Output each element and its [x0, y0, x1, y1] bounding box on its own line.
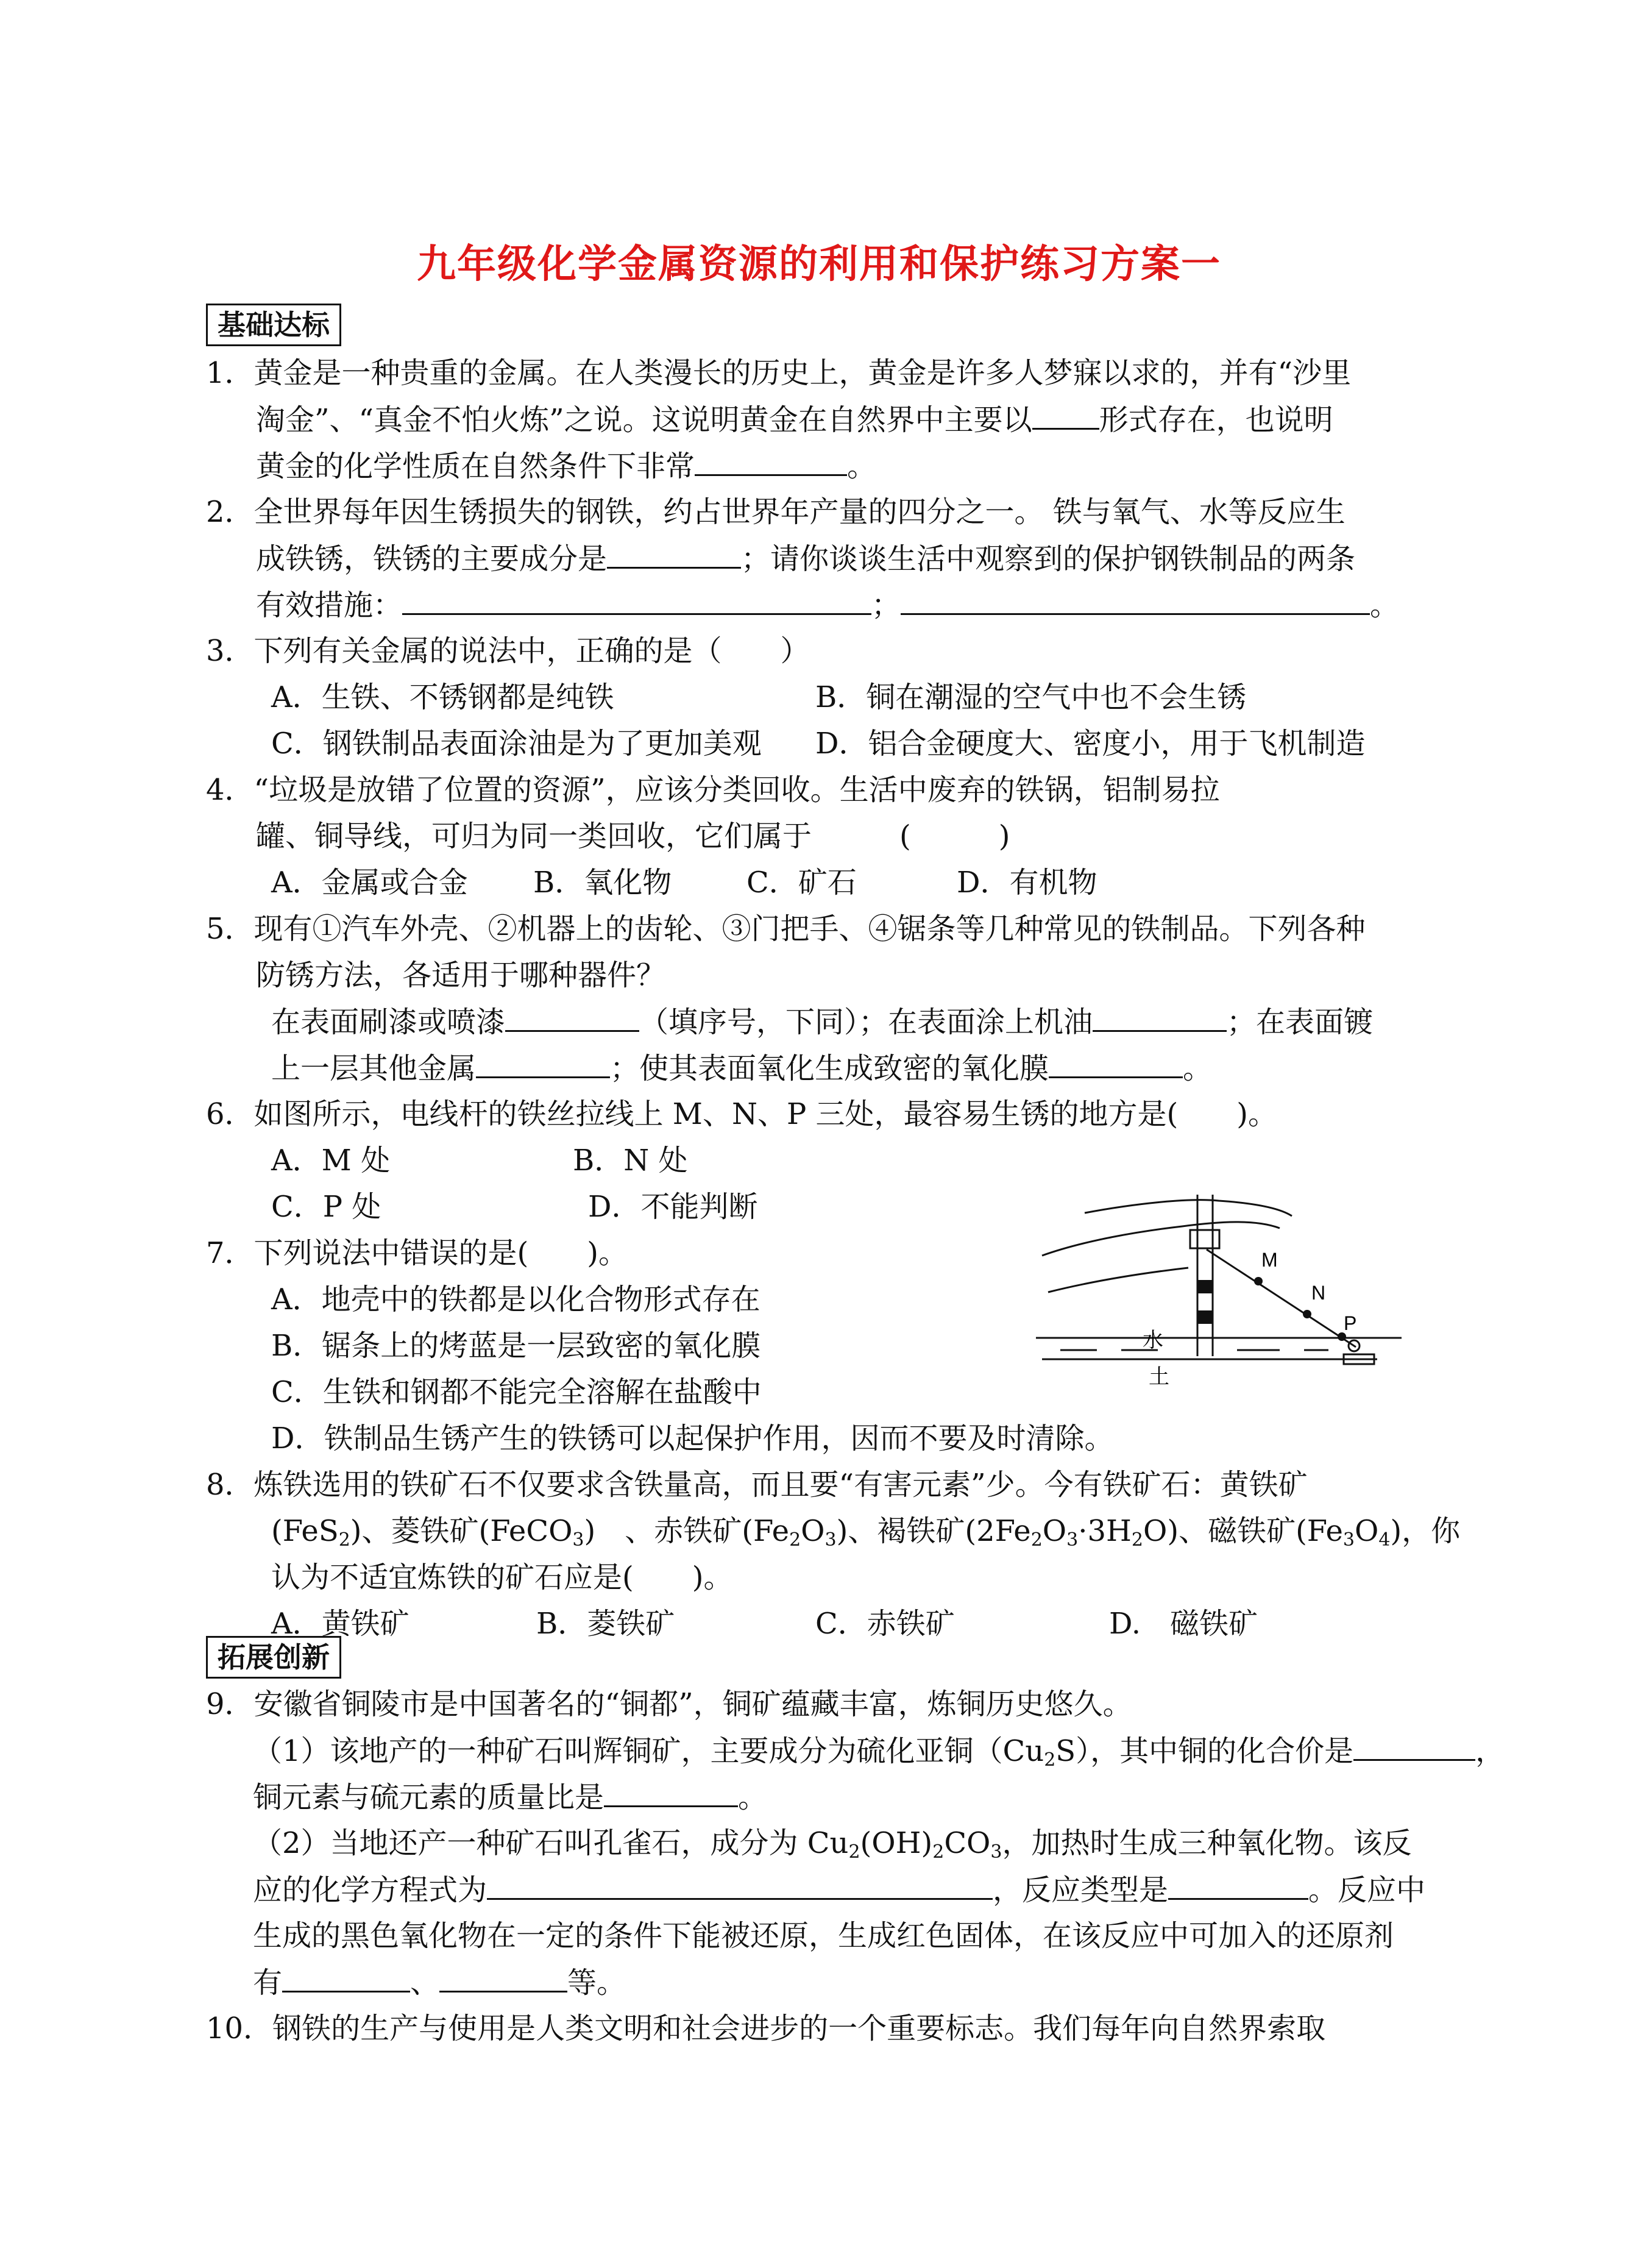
q7-stem: 7．下列说法中错误的是( )。 — [206, 1236, 628, 1270]
pole-band — [1198, 1280, 1212, 1293]
q4-option-b[interactable]: B．氧化物 — [533, 866, 672, 900]
label-soil: 土 — [1149, 1365, 1169, 1389]
q9-text: 。 — [738, 1780, 768, 1815]
q4-line-1: 4．“垃圾是放错了位置的资源”，应该分类回收。生活中废弃的铁锅，铝制易拉 — [206, 773, 1220, 807]
q9-line-3 — [253, 1779, 767, 1816]
q7-option-c[interactable]: C．生铁和钢都不能完全溶解在盐酸中 — [271, 1375, 762, 1409]
q9-line-6: 生成的黑色氧化物在一定的条件下能被还原，生成红色固体，在该反应中可加入的还原剂 — [253, 1919, 1394, 1953]
q6-option-b[interactable]: B．N 处 — [573, 1143, 688, 1178]
q8-option-c[interactable]: C．赤铁矿 — [815, 1607, 955, 1641]
q8-option-d[interactable]: D. 磁铁矿 — [1109, 1607, 1258, 1641]
q5-blank-paint[interactable] — [505, 1003, 639, 1032]
q9-text: （2）当地还产一种矿石叫孔雀石，成分为 Cu — [253, 1826, 849, 1860]
q2-text: 成铁锈，铁锈的主要成分是 — [256, 542, 608, 576]
q9-text: ，加热时生成三种氧化物。该反 — [1002, 1826, 1412, 1860]
section-extend-label: 拓展创新 — [206, 1636, 341, 1679]
guy-wire — [1207, 1250, 1356, 1347]
q4-line-2: 罐、铜导线，可归为同一类回收，它们属于 ( ) — [256, 819, 1010, 853]
q2-text: ；请你谈谈生活中观察到的保护钢铁制品的两条 — [741, 542, 1356, 576]
q3-option-c[interactable]: C．钢铁制品表面涂油是为了更加美观 — [271, 727, 762, 761]
q9-blank-reaction-type[interactable] — [1168, 1871, 1308, 1900]
q8-option-a[interactable]: A．黄铁矿 — [271, 1607, 410, 1641]
q9-line-2 — [253, 1732, 1505, 1779]
q3-option-d[interactable]: D．铝合金硬度大、密度小，用于飞机制造 — [815, 727, 1366, 761]
q9-subscript: 2 — [848, 1841, 860, 1863]
label-water: 水 — [1143, 1328, 1163, 1353]
label-n: N — [1311, 1282, 1326, 1304]
q1-text: 黄金的化学性质在自然条件下非常 — [256, 449, 695, 483]
q9-blank-equation[interactable] — [487, 1871, 993, 1900]
q2-blank-measure-1[interactable] — [402, 586, 871, 615]
q9-text: ， — [1475, 1734, 1505, 1768]
q5-blank-oxide-film[interactable] — [1049, 1050, 1183, 1078]
q5-text: （填序号，下同）；在表面涂上机油 — [639, 1005, 1093, 1039]
wire-curve-top — [1085, 1200, 1292, 1216]
label-p: P — [1344, 1312, 1357, 1334]
q1-blank-property[interactable] — [695, 447, 847, 476]
q9-blank-reducer-2[interactable] — [439, 1964, 567, 1992]
q2-text: 有效措施： — [256, 588, 403, 622]
wire-curve-low — [1048, 1268, 1188, 1292]
q9-text: 应的化学方程式为 — [253, 1873, 488, 1907]
q4-option-a[interactable]: A．金属或合金 — [271, 866, 468, 900]
q9-text: 有 — [253, 1966, 283, 2000]
q1-text: 。 — [847, 449, 877, 483]
q1-line-2 — [256, 401, 1333, 438]
q3-option-a[interactable]: A．生铁、不锈钢都是纯铁 — [271, 680, 614, 714]
q7-option-a[interactable]: A．地壳中的铁都是以化合物形式存在 — [271, 1282, 760, 1317]
q9-subscript: 2 — [1044, 1749, 1056, 1771]
section-basic-label: 基础达标 — [206, 304, 341, 346]
label-m: M — [1261, 1249, 1278, 1271]
pole-crossarm — [1190, 1230, 1219, 1248]
q1-line-1: 1．黄金是一种贵重的金属。在人类漫长的历史上，黄金是许多人梦寐以求的，并有“沙里 — [206, 356, 1352, 390]
q5-line-4 — [271, 1050, 1212, 1087]
q9-line-7 — [253, 1964, 626, 2001]
q2-blank-measure-2[interactable] — [901, 586, 1370, 615]
q9-blank-mass-ratio[interactable] — [604, 1779, 738, 1807]
q9-line-5 — [253, 1871, 1425, 1908]
q6-stem: 6．如图所示，电线杆的铁丝拉线上 M、N、P 三处，最容易生锈的地方是( )。 — [206, 1097, 1277, 1131]
q2-line-2 — [256, 540, 1355, 577]
q5-blank-oil[interactable] — [1093, 1003, 1227, 1032]
q8-option-b[interactable]: B．菱铁矿 — [536, 1607, 675, 1641]
q9-text: (OH) — [860, 1826, 933, 1860]
q2-line-1: 2．全世界每年因生锈损失的钢铁，约占世界年产量的四分之一。 铁与氧气、水等反应生 — [206, 495, 1346, 529]
q5-text: ；在表面镀 — [1227, 1005, 1374, 1039]
q3-option-b[interactable]: B．铜在潮湿的空气中也不会生锈 — [815, 680, 1247, 714]
q7-option-d[interactable]: D．铁制品生锈产生的铁锈可以起保护作用，因而不要及时清除。 — [271, 1421, 1114, 1456]
q6-option-c[interactable]: C．P 处 — [271, 1190, 381, 1224]
q9-blank-reducer-1[interactable] — [282, 1964, 410, 1992]
q6-option-d[interactable]: D．不能判断 — [588, 1190, 758, 1224]
pole-band — [1198, 1310, 1212, 1324]
q5-text: 。 — [1183, 1051, 1213, 1086]
q9-blank-valence[interactable] — [1353, 1732, 1475, 1761]
q9-text: 等。 — [567, 1966, 626, 2000]
q2-line-3 — [256, 586, 1399, 624]
q5-text: 上一层其他金属 — [271, 1051, 477, 1086]
q5-line-3 — [271, 1003, 1373, 1040]
q3-stem: 3．下列有关金属的说法中，正确的是（ ） — [206, 634, 810, 668]
q2-blank-rust-component[interactable] — [607, 540, 741, 569]
q9-line-4 — [253, 1825, 1412, 1871]
q10-line-1: 10．钢铁的生产与使用是人类文明和社会进步的一个重要标志。我们每年向自然界索取 — [206, 2011, 1326, 2046]
q8-line-2: (FeS$_2$)、菱铁矿(FeCO$_3$) 、赤铁矿$(Fe_2O_3)$、褐铁矿$(2Fe_2O_3\cdot 3H_2O)$、磁铁矿$(Fe_3O_4)$，你 — [271, 1514, 1461, 1551]
q5-blank-plating[interactable] — [476, 1050, 610, 1078]
q9-subscript: 3 — [990, 1841, 1002, 1863]
q9-text: CO — [944, 1826, 991, 1860]
q9-text: ，反应类型是 — [993, 1873, 1169, 1907]
q9-text: （1）该地产的一种矿石叫辉铜矿，主要成分为硫化亚铜（Cu — [253, 1734, 1044, 1768]
figure-lines — [1036, 1195, 1402, 1364]
q5-text: ；使其表面氧化生成致密的氧化膜 — [610, 1051, 1049, 1086]
q9-line-1: 9．安徽省铜陵市是中国著名的“铜都”，铜矿蕴藏丰富，炼铜历史悠久。 — [206, 1687, 1132, 1721]
q2-text: ； — [871, 588, 901, 622]
q8-line-1: 8．炼铁选用的铁矿石不仅要求含铁量高，而且要“有害元素”少。今有铁矿石：黄铁矿 — [206, 1468, 1308, 1502]
q4-option-c[interactable]: C．矿石 — [746, 866, 857, 900]
q9-text: 铜元素与硫元素的质量比是 — [253, 1780, 604, 1815]
q9-text: S），其中铜的化合价是 — [1055, 1734, 1354, 1768]
q1-line-3 — [256, 447, 876, 485]
q8-line-3: 认为不适宜炼铁的矿石应是( )。 — [271, 1560, 733, 1594]
q1-text: 淘金”、“真金不怕火炼”之说。这说明黄金在自然界中主要以 — [256, 403, 1032, 437]
q7-option-b[interactable]: B．锯条上的烤蓝是一层致密的氧化膜 — [271, 1329, 761, 1363]
utility-pole-figure — [1036, 1195, 1402, 1390]
point-n-dot — [1303, 1310, 1311, 1318]
page-title: 九年级化学金属资源的利用和保护练习方案一 — [417, 241, 1221, 287]
q5-line-2: 防锈方法，各适用于哪种器件？ — [256, 958, 666, 992]
q1-blank-form[interactable] — [1032, 401, 1099, 430]
q4-option-d[interactable]: D．有机物 — [957, 866, 1097, 900]
q5-text: 在表面刷漆或喷漆 — [271, 1005, 506, 1039]
wire-curve-middle — [1042, 1222, 1280, 1256]
q9-text: 、 — [410, 1966, 440, 2000]
q9-subscript: 2 — [932, 1841, 945, 1863]
q9-text: 。反应中 — [1308, 1873, 1426, 1907]
q5-line-1: 5．现有①汽车外壳、②机器上的齿轮、③门把手、④锯条等几种常见的铁制品。下列各种 — [206, 912, 1366, 946]
q6-option-a[interactable]: A．M 处 — [271, 1143, 391, 1178]
q2-text: 。 — [1370, 588, 1400, 622]
point-m-dot — [1254, 1277, 1263, 1285]
q1-text: 形式存在，也说明 — [1099, 403, 1333, 437]
